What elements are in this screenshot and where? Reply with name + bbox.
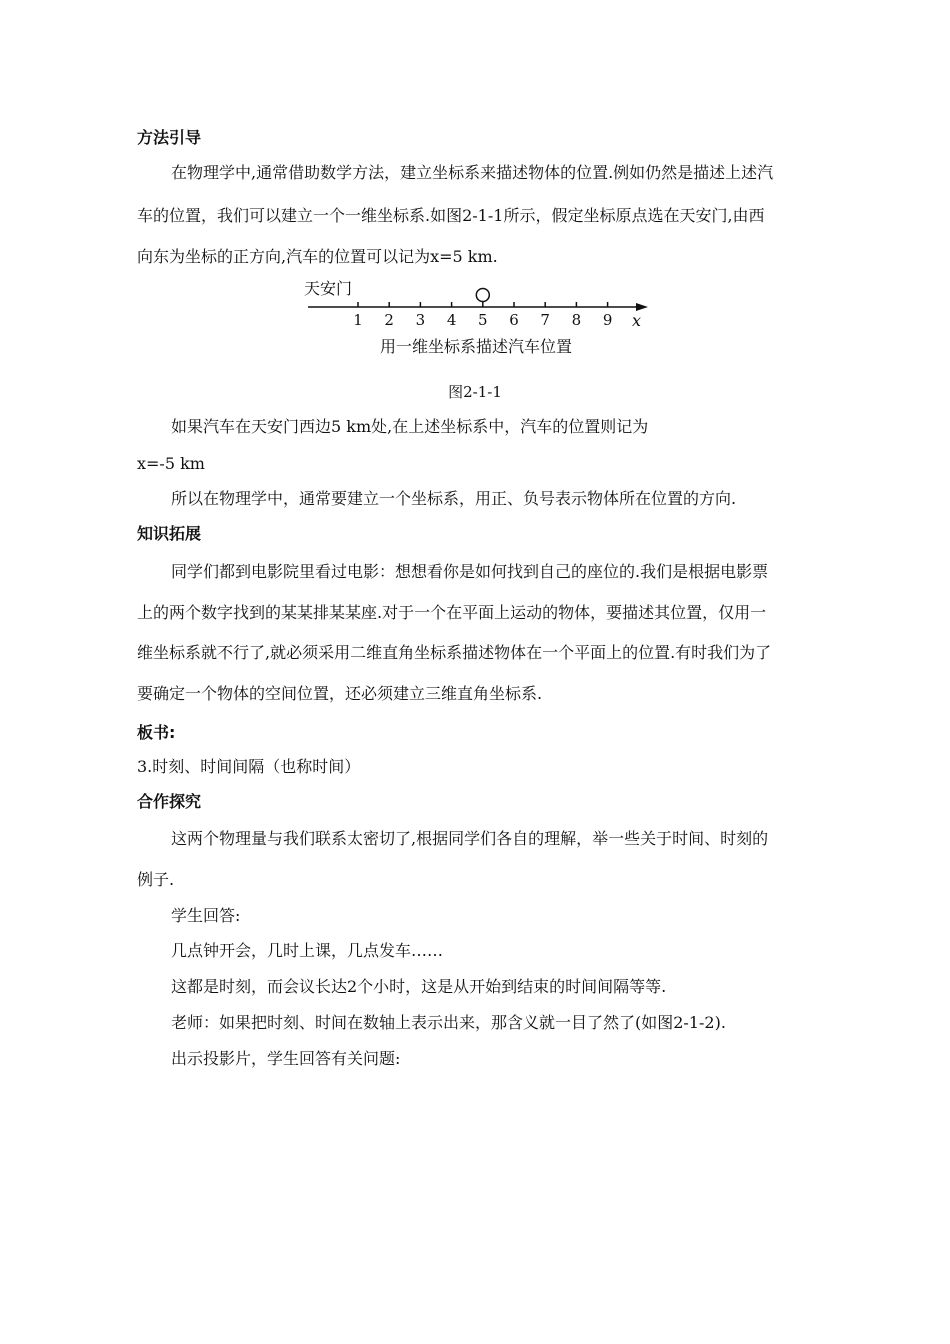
board-item: 3.时刻、时间间隔（也称时间） <box>137 757 361 776</box>
axis-tick-label: 7 <box>540 311 550 329</box>
axis-tick-label: 4 <box>446 311 457 329</box>
paragraph-line: 同学们都到电影院里看过电影：想想看你是如何找到自己的座位的.我们是根据电影票 <box>171 562 769 581</box>
axis-tick-label: 1 <box>353 311 363 329</box>
method-heading: 方法引导 <box>137 128 202 147</box>
teacher-line: 老师：如果把时刻、时间在数轴上表示出来，那含义就一目了然了(如图2-1-2). <box>171 1013 726 1032</box>
board-heading: 板书: <box>137 723 176 742</box>
student-answer: 几点钟开会，几时上课，几点发车…… <box>171 941 444 960</box>
axis-label: x <box>632 311 642 330</box>
car-marker-icon <box>476 289 489 302</box>
figure-inner-caption: 用一维坐标系描述汽车位置 <box>379 337 573 356</box>
number-line-svg <box>296 272 656 364</box>
axis-tick-label: 9 <box>602 311 613 329</box>
paragraph-line: 如果汽车在天安门西边5 km处,在上述坐标系中，汽车的位置则记为 <box>171 417 649 436</box>
paragraph-line: 向东为坐标的正方向,汽车的位置可以记为x=5 km. <box>137 247 498 266</box>
paragraph-line: x=-5 km <box>137 454 205 473</box>
axis-tick-label: 8 <box>571 311 582 329</box>
explanation-line: 这都是时刻，而会议长达2个小时，这是从开始到结束的时间间隔等等. <box>171 977 667 996</box>
number-line-figure <box>296 272 656 364</box>
axis-tick-label: 6 <box>509 311 519 329</box>
axis-tick-label: 5 <box>478 311 488 329</box>
paragraph-line: 维坐标系就不行了,就必须采用二维直角坐标系描述物体在一个平面上的位置.有时我们为了 <box>137 643 772 662</box>
axis-tick-label: 2 <box>384 311 394 329</box>
knowledge-heading: 知识拓展 <box>137 524 202 543</box>
paragraph-line: 上的两个数字找到的某某排某某座.对于一个在平面上运动的物体，要描述其位置，仅用一 <box>137 603 767 622</box>
axis-tick-label: 3 <box>415 311 426 329</box>
axis-ticks <box>353 302 612 329</box>
paragraph-line: 所以在物理学中，通常要建立一个坐标系，用正、负号表示物体所在位置的方向. <box>171 489 737 508</box>
paragraph-line: 在物理学中,通常借助数学方法，建立坐标系来描述物体的位置.例如仍然是描述上述汽 <box>171 163 774 182</box>
origin-label: 天安门 <box>304 279 353 298</box>
paragraph-line: 要确定一个物体的空间位置，还必须建立三维直角坐标系. <box>137 684 543 703</box>
coop-heading: 合作探究 <box>137 792 202 811</box>
paragraph-line: 这两个物理量与我们联系太密切了,根据同学们各自的理解，举一些关于时间、时刻的 <box>171 829 769 848</box>
paragraph-line: 车的位置，我们可以建立一个一维坐标系.如图2-1-1所示，假定坐标原点选在天安门,由西 <box>137 206 765 225</box>
paragraph-line: 例子. <box>137 870 175 889</box>
axis-arrow-icon <box>636 303 648 311</box>
student-answer-label: 学生回答: <box>171 906 241 925</box>
projection-line: 出示投影片，学生回答有关问题: <box>171 1049 401 1068</box>
figure-caption: 图2-1-1 <box>448 383 502 401</box>
